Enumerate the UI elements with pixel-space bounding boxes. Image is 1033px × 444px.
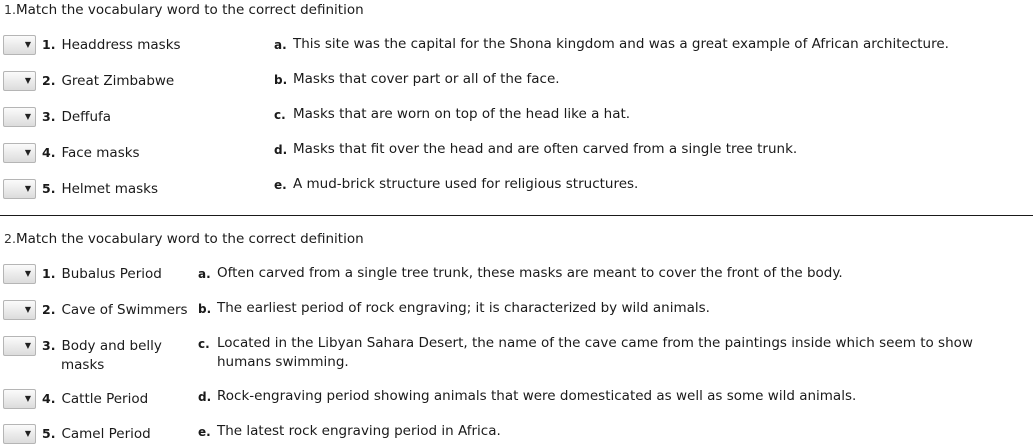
question-1-title: [4, 2, 364, 18]
term-q2-2: 2. Cave of Swimmers: [42, 302, 188, 318]
term-q2-5: 5. Camel Period: [42, 426, 151, 442]
answer-dropdown-q1-4[interactable]: [3, 143, 36, 163]
term-q1-3: 3. Deffufa: [42, 109, 112, 125]
definition-q2-b: b. The earliest period of rock engraving; it is characterized by wild animals.: [198, 300, 710, 316]
question-divider: [0, 215, 1033, 216]
answer-dropdown-q2-2[interactable]: [3, 300, 36, 320]
definition-q1-a: a. This site was the capital for the Shona kingdom and was a great example of African architecture.: [274, 36, 949, 52]
triangle-down-icon: ▼: [24, 269, 31, 278]
term-q1-2: 2. Great Zimbabwe: [42, 73, 175, 89]
answer-dropdown-q2-1[interactable]: [3, 264, 36, 284]
answer-dropdown-q2-5[interactable]: [3, 424, 36, 444]
term-q2-4: 4. Cattle Period: [42, 391, 149, 407]
definition-q2-d: d. Rock-engraving period showing animals that were domesticated as well as some wild animals.: [198, 388, 857, 404]
term-q1-5: 5. Helmet masks: [42, 181, 159, 197]
term-q1-1: 1. Headdress masks: [42, 37, 181, 53]
triangle-down-icon: ▼: [24, 429, 31, 438]
triangle-down-icon: ▼: [24, 148, 31, 157]
answer-dropdown-q1-5[interactable]: [3, 179, 36, 199]
term-q1-4: 4. Face masks: [42, 145, 140, 161]
answer-dropdown-q1-3[interactable]: [3, 107, 36, 127]
definition-q1-c: c. Masks that are worn on top of the head like a hat.: [274, 106, 631, 122]
answer-dropdown-q2-3[interactable]: [3, 336, 36, 356]
triangle-down-icon: ▼: [24, 112, 31, 121]
definition-q2-e: e. The latest rock engraving period in Africa.: [198, 423, 501, 439]
triangle-down-icon: ▼: [24, 184, 31, 193]
answer-dropdown-q2-4[interactable]: [3, 389, 36, 409]
question-number: 1.: [4, 2, 16, 17]
definition-q1-e: e. A mud-brick structure used for religious structures.: [274, 176, 639, 192]
definition-q1-b: b. Masks that cover part or all of the face.: [274, 71, 560, 87]
term-q2-1: 1. Bubalus Period: [42, 266, 162, 282]
triangle-down-icon: ▼: [24, 40, 31, 49]
definition-q1-d: d. Masks that fit over the head and are often carved from a single tree trunk.: [274, 141, 798, 157]
term-q2-3: 3. Body and belly masks: [42, 338, 162, 373]
triangle-down-icon: ▼: [24, 394, 31, 403]
definition-q2-a: a. Often carved from a single tree trunk, these masks are meant to cover the front of the body.: [198, 265, 843, 281]
question-number: 2.: [4, 231, 16, 246]
triangle-down-icon: ▼: [24, 76, 31, 85]
triangle-down-icon: ▼: [24, 305, 31, 314]
triangle-down-icon: ▼: [24, 341, 31, 350]
question-prompt: Match the vocabulary word to the correct definition: [15, 2, 364, 18]
question-prompt: Match the vocabulary word to the correct definition: [15, 231, 364, 247]
answer-dropdown-q1-1[interactable]: [3, 35, 36, 55]
question-2-title: [4, 231, 364, 247]
answer-dropdown-q1-2[interactable]: [3, 71, 36, 91]
definition-q2-c: c. Located in the Libyan Sahara Desert, the name of the cave came from the paintings inside which seem to show humans swimming.: [198, 335, 973, 370]
